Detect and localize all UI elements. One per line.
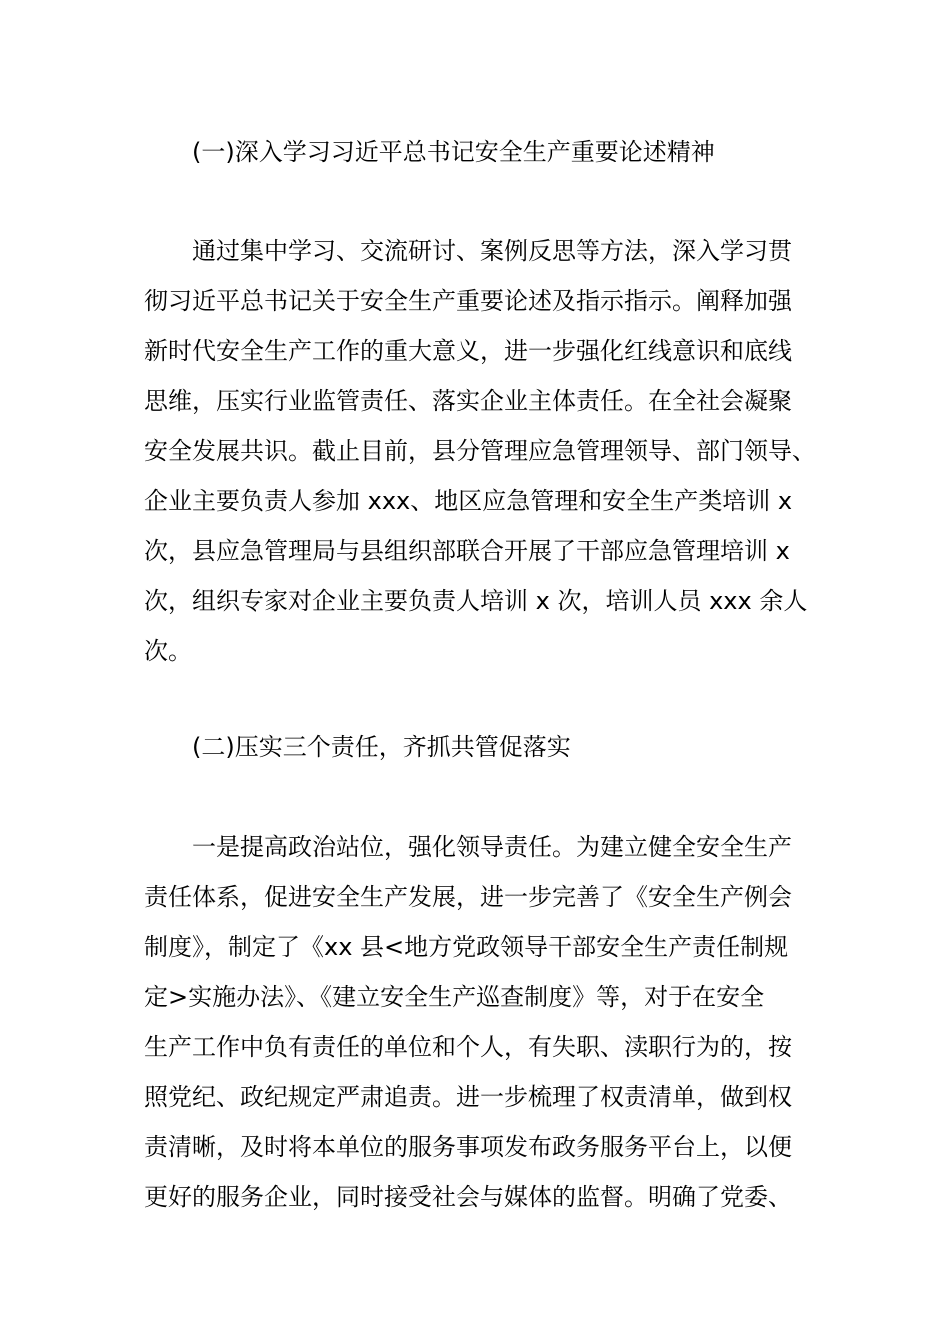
paragraph-line: 次。 bbox=[144, 637, 192, 665]
paragraph-line: 责任体系，促进安全生产发展，进一步完善了《安全生产例会 bbox=[144, 883, 792, 911]
paragraph-line: 彻习近平总书记关于安全生产重要论述及指示指示。阐释加强 bbox=[144, 287, 792, 315]
paragraph-line: 生产工作中负有责任的单位和个人，有失职、渎职行为的，按 bbox=[144, 1033, 792, 1061]
paragraph-line: 次，组织专家对企业主要负责人培训 x 次，培训人员 xxx 余人 bbox=[144, 587, 808, 615]
paragraph-2 bbox=[144, 822, 824, 1222]
paragraph-line: 思维，压实行业监管责任、落实企业主体责任。在全社会凝聚 bbox=[144, 387, 792, 415]
paragraph-line: 更好的服务企业，同时接受社会与媒体的监督。明确了党委、 bbox=[144, 1183, 792, 1211]
paragraph-line: 通过集中学习、交流研讨、案例反思等方法，深入学习贯 bbox=[192, 237, 792, 265]
section-heading-2: (二)压实三个责任，齐抓共管促落实 bbox=[192, 733, 571, 761]
section-heading-1: (一)深入学习习近平总书记安全生产重要论述精神 bbox=[192, 138, 715, 166]
paragraph-line: 定>实施办法》、《建立安全生产巡查制度》等，对于在安全 bbox=[144, 983, 765, 1011]
paragraph-line: 新时代安全生产工作的重大意义，进一步强化红线意识和底线 bbox=[144, 337, 792, 365]
paragraph-line: 责清晰，及时将本单位的服务事项发布政务服务平台上，以便 bbox=[144, 1133, 792, 1161]
paragraph-line: 一是提高政治站位，强化领导责任。为建立健全安全生产 bbox=[192, 833, 792, 861]
paragraph-line: 企业主要负责人参加 xxx、地区应急管理和安全生产类培训 x bbox=[144, 487, 793, 515]
paragraph-line: 次，县应急管理局与县组织部联合开展了干部应急管理培训 x bbox=[144, 537, 790, 565]
paragraph-line: 照党纪、政纪规定严肃追责。进一步梳理了权责清单，做到权 bbox=[144, 1083, 792, 1111]
paragraph-line: 制度》，制定了《xx 县<地方党政领导干部安全生产责任制规 bbox=[144, 933, 789, 961]
paragraph-1 bbox=[144, 226, 824, 676]
paragraph-line: 安全发展共识。截止目前，县分管理应急管理领导、部门领导、 bbox=[144, 437, 816, 465]
